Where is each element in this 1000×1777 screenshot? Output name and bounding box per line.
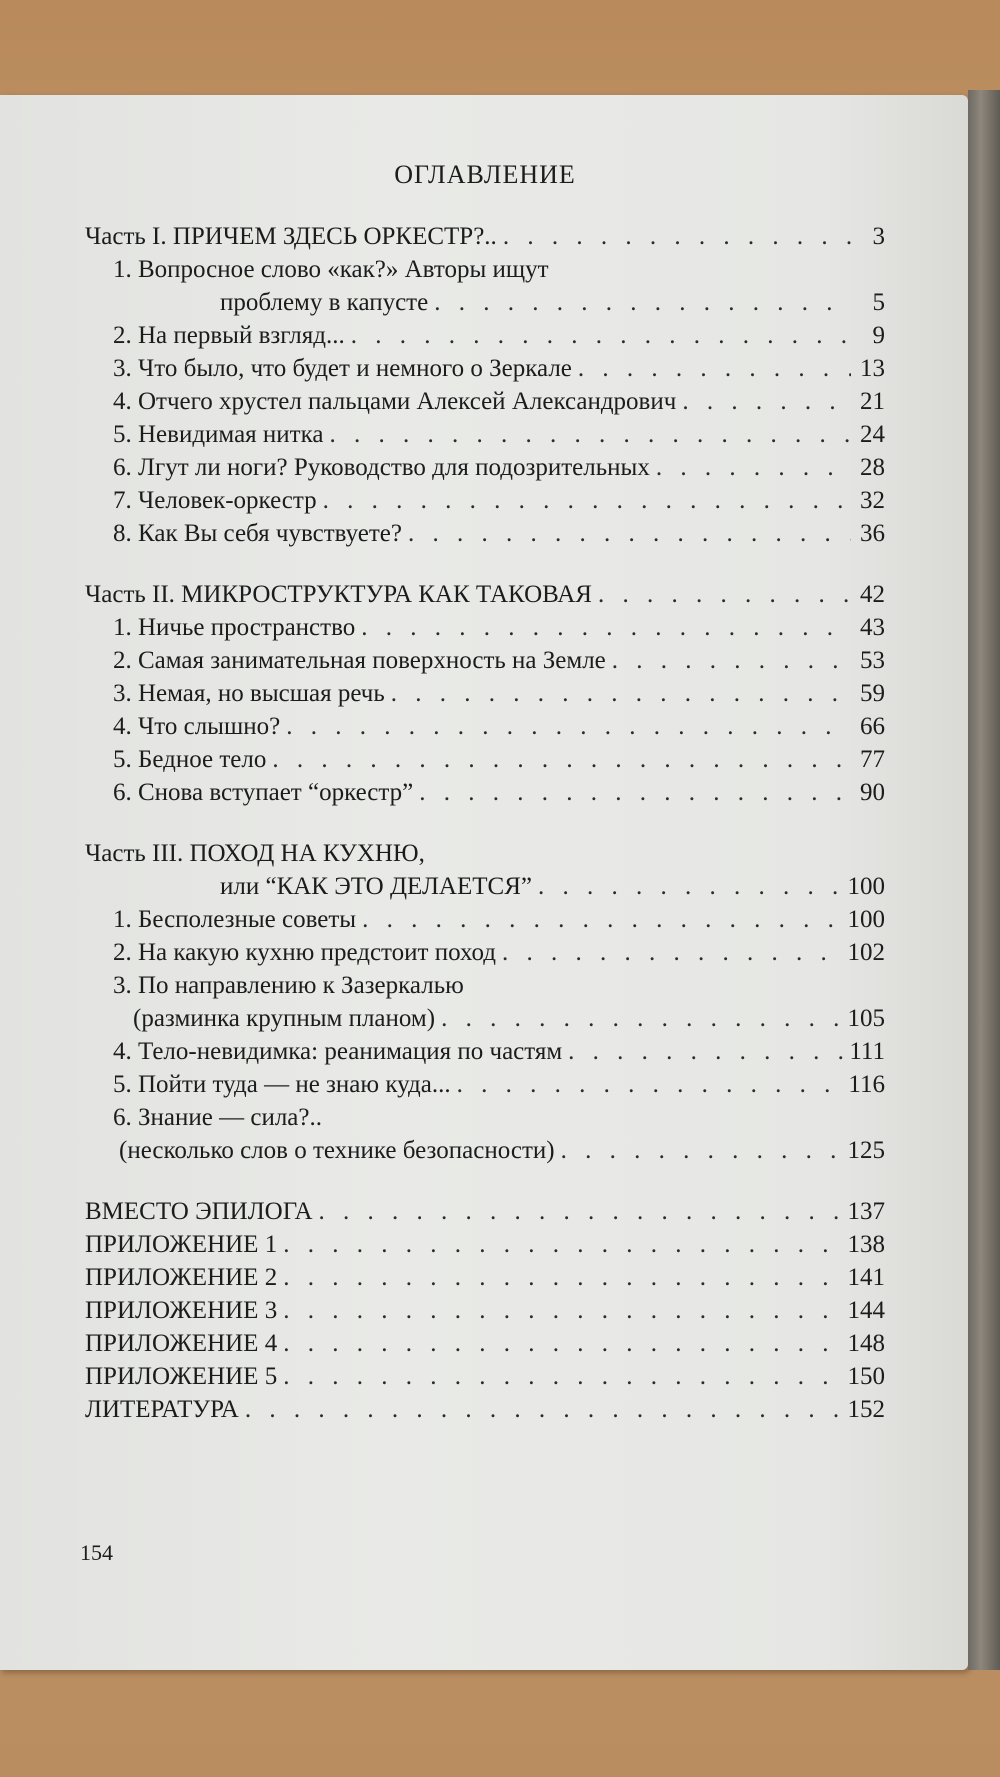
page-ref: 13 <box>860 355 885 382</box>
toc-heading: ОГЛАВЛЕНИЕ <box>394 160 576 189</box>
toc-entry-text: ВМЕСТО ЭПИЛОГА <box>85 1198 313 1225</box>
toc-entry-row <box>85 611 885 644</box>
page-ref: 150 <box>847 1363 885 1390</box>
part-title: или “КАК ЭТО ДЕЛАЕТСЯ” <box>220 873 532 900</box>
toc-entry-row <box>85 677 885 710</box>
toc-entry-text: 3. Что было, что будет и немного о Зеркале <box>113 355 572 382</box>
toc-entry-text: 6. Снова вступает “оркестр” <box>113 779 414 806</box>
page-ref: 141 <box>847 1264 885 1291</box>
leader-dots <box>419 776 851 809</box>
leader-dots <box>578 352 851 385</box>
toc-entry-text: 2. На первый взгляд... <box>113 322 345 349</box>
part-title-row <box>85 870 885 903</box>
part-title: Часть II. МИКРОСТРУКТУРА КАК ТАКОВАЯ <box>85 581 592 608</box>
page-ref: 66 <box>860 713 885 740</box>
leader-dots <box>434 286 851 319</box>
leader-dots <box>598 578 851 611</box>
toc-entry-row <box>85 1068 885 1101</box>
toc-entry-row <box>85 936 885 969</box>
leader-dots <box>682 385 851 418</box>
leader-dots <box>502 936 842 969</box>
toc-entry-row <box>85 743 885 776</box>
leader-dots <box>323 484 851 517</box>
leader-dots <box>361 611 851 644</box>
toc-entry-text: ПРИЛОЖЕНИЕ 5 <box>85 1363 278 1390</box>
toc-entry-row <box>85 385 885 418</box>
toc-entry-text: 6. Лгут ли ноги? Руководство для подозрительных <box>113 454 650 481</box>
toc-entry-row <box>85 352 885 385</box>
section-gap <box>85 550 885 578</box>
page-ref: 5 <box>872 289 885 316</box>
toc-entry-row <box>85 903 885 936</box>
toc-entry-row <box>85 710 885 743</box>
page-ref: 138 <box>847 1231 885 1258</box>
leader-dots <box>391 677 851 710</box>
toc-entry-row <box>85 1195 885 1228</box>
page-ref: 59 <box>860 680 885 707</box>
table-of-contents <box>85 160 885 1426</box>
toc-entry-text: 8. Как Вы себя чувствуете? <box>113 520 402 547</box>
page-ref: 36 <box>860 520 885 547</box>
toc-entry-row <box>85 319 885 352</box>
toc-entry-row <box>85 644 885 677</box>
toc-entry-text: 1. Ничье пространство <box>113 614 356 641</box>
toc-entry-line: 1. Вопросное слово «как?» Авторы ищут <box>113 256 549 283</box>
toc-entry-text: 3. Немая, но высшая речь <box>113 680 385 707</box>
toc-entry-text: 2. Самая занимательная поверхность на Земле <box>113 647 606 674</box>
page-ref: 100 <box>847 906 885 933</box>
leader-dots <box>283 1261 841 1294</box>
page-ref: 24 <box>860 421 885 448</box>
section-gap <box>85 1167 885 1195</box>
leader-dots <box>561 1134 842 1167</box>
part-title: Часть I. ПРИЧЕМ ЗДЕСЬ ОРКЕСТР?.. <box>85 223 497 250</box>
toc-entry-text: 4. Что слышно? <box>113 713 281 740</box>
leader-dots <box>319 1195 842 1228</box>
page-ref: 105 <box>847 1005 885 1032</box>
page-ref: 111 <box>849 1038 885 1065</box>
toc-entry-text: 1. Бесполезные советы <box>113 906 357 933</box>
page-ref: 116 <box>848 1071 885 1098</box>
section-gap <box>85 809 885 837</box>
leader-dots <box>457 1068 843 1101</box>
page-ref: 53 <box>860 647 885 674</box>
toc-entry-row <box>85 418 885 451</box>
toc-entry-text: ЛИТЕРАТУРА <box>85 1396 239 1423</box>
leader-dots <box>272 743 851 776</box>
leader-dots <box>362 903 841 936</box>
toc-entry-text: ПРИЛОЖЕНИЕ 1 <box>85 1231 278 1258</box>
toc-entry-row <box>85 776 885 809</box>
toc-entry-row <box>85 1035 885 1068</box>
toc-entry-row <box>85 1228 885 1261</box>
toc-entry-text: (разминка крупным планом) <box>133 1005 436 1032</box>
leader-dots <box>612 644 851 677</box>
toc-entry-text: 7. Человек-оркестр <box>113 487 317 514</box>
book-spine <box>968 90 1000 1670</box>
page-ref: 3 <box>872 223 885 250</box>
leader-dots <box>538 870 842 903</box>
toc-entry-row <box>85 1327 885 1360</box>
toc-entry-row <box>85 286 885 319</box>
page-ref: 102 <box>847 939 885 966</box>
toc-entry-text: 5. Невидимая нитка <box>113 421 324 448</box>
toc-entry-row <box>85 1360 885 1393</box>
leader-dots <box>441 1002 841 1035</box>
toc-entry-row <box>85 1261 885 1294</box>
page-number: 154 <box>80 1540 113 1565</box>
toc-entry-line: 6. Знание — сила?.. <box>113 1104 322 1131</box>
page-ref: 42 <box>860 581 885 608</box>
toc-entry-row <box>85 484 885 517</box>
toc-entry-row <box>85 1002 885 1035</box>
toc-entry-text: 5. Бедное тело <box>113 746 267 773</box>
toc-entry-line: 3. По направлению к Зазеркалью <box>113 972 464 999</box>
toc-entry-text: 5. Пойти туда — не знаю куда... <box>113 1071 451 1098</box>
toc-entry-text: ПРИЛОЖЕНИЕ 2 <box>85 1264 278 1291</box>
page-ref: 152 <box>847 1396 885 1423</box>
page-ref: 137 <box>847 1198 885 1225</box>
part-title-line: Часть III. ПОХОД НА КУХНЮ, <box>85 840 425 867</box>
toc-entry-row <box>85 517 885 550</box>
page-ref: 148 <box>847 1330 885 1357</box>
page-ref: 100 <box>847 873 885 900</box>
page-ref: 32 <box>860 487 885 514</box>
toc-entry-text: 4. Тело-невидимка: реанимация по частям <box>113 1038 563 1065</box>
toc-entry-row <box>85 1294 885 1327</box>
page-ref: 125 <box>847 1137 885 1164</box>
toc-entry-text: 4. Отчего хрустел пальцами Алексей Александрович <box>113 388 677 415</box>
page-ref: 77 <box>860 746 885 773</box>
toc-entry-row <box>85 451 885 484</box>
toc-entry-text: ПРИЛОЖЕНИЕ 4 <box>85 1330 278 1357</box>
toc-entry-text: 2. На какую кухню предстоит поход <box>113 939 496 966</box>
leader-dots <box>245 1393 842 1426</box>
leader-dots <box>329 418 851 451</box>
leader-dots <box>283 1360 841 1393</box>
leader-dots <box>408 517 851 550</box>
toc-entry-row <box>85 1393 885 1426</box>
leader-dots <box>283 1294 841 1327</box>
part-title-row <box>85 220 885 253</box>
page-ref: 90 <box>860 779 885 806</box>
leader-dots <box>283 1228 841 1261</box>
toc-entry-text: ПРИЛОЖЕНИЕ 3 <box>85 1297 278 1324</box>
page-ref: 43 <box>860 614 885 641</box>
part-title-row <box>85 578 885 611</box>
toc-entry-row <box>85 1134 885 1167</box>
leader-dots <box>568 1035 843 1068</box>
page-ref: 9 <box>872 322 885 349</box>
page-ref: 144 <box>847 1297 885 1324</box>
toc-entry-text: проблему в капусте <box>220 289 429 316</box>
leader-dots <box>656 451 851 484</box>
leader-dots <box>503 220 851 253</box>
toc-entry-text: (несколько слов о технике безопасности) <box>119 1137 555 1164</box>
leader-dots <box>286 710 851 743</box>
leader-dots <box>283 1327 841 1360</box>
leader-dots <box>351 319 851 352</box>
page-ref: 28 <box>860 454 885 481</box>
page-ref: 21 <box>860 388 885 415</box>
